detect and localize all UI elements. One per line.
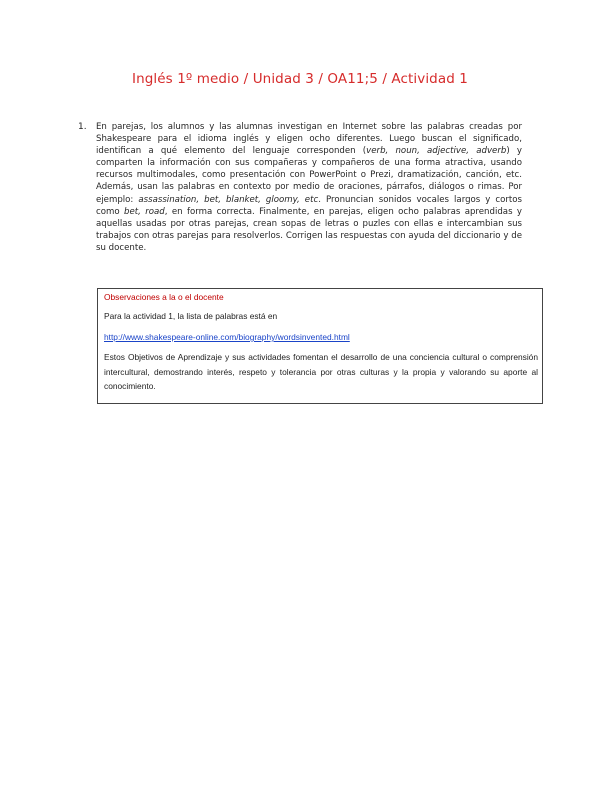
activity-number: 1. [78,122,87,132]
activity-italic-example-words: assassination, bet, blanket, gloomy, etc [138,194,319,205]
teacher-notes-heading: Observaciones a la o el docente [104,292,224,302]
teacher-notes-paragraph: Estos Objetivos de Aprendizaje y sus actividades fomentan el desarrollo de una conciencia cultural o comprensión intercultural, demostrando interés, respeto y tolerancia por otras culturas y la propia y valorando su aporte al conocimiento. [104,352,538,391]
page-title: Inglés 1º medio / Unidad 3 / OA11;5 / Actividad 1 [132,71,468,87]
teacher-notes-box [97,288,543,404]
activity-item [79,121,522,263]
activity-text-part-2: ) y comparten la información con sus compañeras y compañeros de una forma atractiva, usando recursos multimodales, como presentación con PowerPoint o Prezi, dramatización, canción, etc. Además, usan las palabras en contexto por medio de oraciones, párrafos, diálogos o rimas. Por ejemplo: [96,146,523,205]
teacher-notes-intro: Para la actividad 1, la lista de palabras está en [104,311,278,321]
activity-italic-vowel-examples: bet, road [124,206,165,217]
activity-text-part-1: En parejas, los alumnos y las alumnas investigan en Internet sobre las palabras creadas por Shakespeare para el idioma inglés y eligen ocho diferentes. Luego buscan el significado, identifican a qué elemento del lenguaje corresponden ( [96,122,522,157]
shakespeare-words-link[interactable]: http://www.shakespeare-online.com/biography/wordsinvented.html [104,332,350,342]
activity-text-part-4: , en forma correcta. Finalmente, en parejas, eligen ocho palabras aprendidas y aquellas usadas por otras parejas, crean sopas de letras o puzles con ellas e intercambian sus trabajos con otras parejas para resolverlos. Corrigen las respuestas con ayuda del diccionario y de su docente. [96,206,523,253]
activity-description [96,121,522,254]
activity-italic-word-classes: verb, noun, adjective, adverb [366,146,507,157]
activity-text-part-3: . Pronuncian sonidos vocales largos y cortos como [96,194,523,217]
